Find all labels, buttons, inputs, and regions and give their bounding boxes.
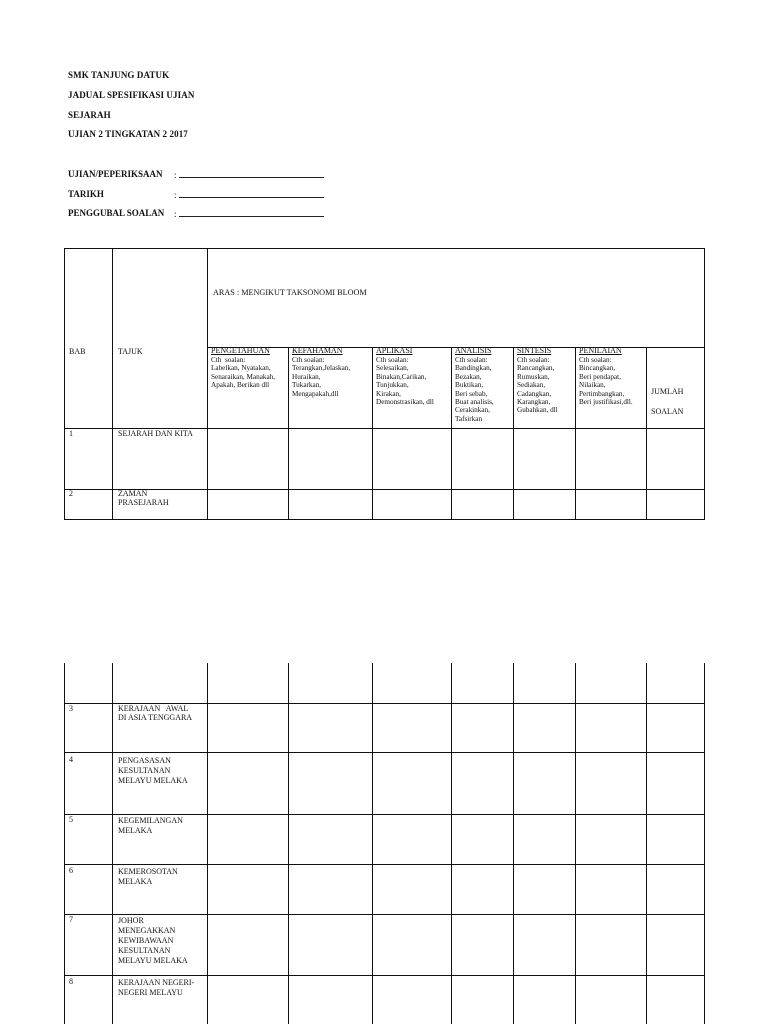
level-name-sintesis: SINTESIS: [517, 346, 552, 355]
row-bab-4: 4: [69, 755, 73, 764]
table-border: [704, 663, 705, 1024]
row-tajuk-1: SEJARAH DAN KITA: [118, 429, 193, 438]
table-divider: [64, 752, 705, 753]
row-tajuk-5: KEGEMILANGAN MELAKA: [118, 816, 183, 835]
field-separator: :: [174, 209, 177, 219]
exam-name: UJIAN 2 TINGKATAN 2 2017: [68, 129, 188, 139]
level-desc-kefahaman: Cth soalan: Terangkan,Jelaskan, Huraikan, Tukarkan, Mengapakah,dll: [292, 356, 351, 398]
row-tajuk-4: PENGASASAN KESULTANAN MELAYU MELAKA: [118, 756, 188, 785]
soalan-label: SOALAN: [651, 407, 684, 416]
table-divider: [451, 663, 452, 1024]
document-title: JADUAL SPESIFIKASI UJIAN: [68, 90, 195, 100]
row-bab-2: 2: [69, 489, 73, 498]
row-bab-6: 6: [69, 866, 73, 875]
row-tajuk-8: KERAJAAN NEGERI- NEGERI MELAYU: [118, 978, 195, 997]
level-name-aplikasi: APLIKASI: [376, 346, 413, 355]
table-divider: [513, 663, 514, 1024]
table-divider: [64, 914, 705, 915]
level-desc-aplikasi: Cth soalan: Selesaikan, Binakan,Carikan, Tunjukkan, Kirakan, Demonstrasikan, dll: [376, 356, 434, 407]
level-desc-sintesis: Cth soalan: Rancangkan, Rumuskan, Sediakan, Cadangkan, Karangkan, Gubahkan, dll: [517, 356, 558, 415]
table-border: [64, 663, 65, 1024]
column-header-bab: BAB: [69, 347, 86, 356]
table-divider: [646, 663, 647, 1024]
row-bab-1: 1: [69, 429, 73, 438]
table-divider: [112, 663, 113, 1024]
row-bab-3: 3: [69, 704, 73, 713]
table-divider: [64, 814, 705, 815]
table-divider: [64, 864, 705, 865]
level-name-kefahaman: KEFAHAMAN: [292, 346, 343, 355]
level-desc-pengetahuan: Cth soalan: Labelkan, Nyatakan, Senaraikan, Manakah, Apakah, Berikan dll: [211, 356, 276, 390]
level-desc-penilaian: Cth soalan: Bincangkan, Beri pendapat, Nilaikan, Pertimbangkan, Beri justifikasi,dll.: [579, 356, 633, 407]
row-bab-5: 5: [69, 815, 73, 824]
aras-title: ARAS : MENGIKUT TAKSONOMI BLOOM: [213, 288, 367, 297]
field-label-date: TARIKH: [68, 189, 104, 199]
table-divider: [207, 663, 208, 1024]
column-header-tajuk: TAJUK: [118, 347, 143, 356]
level-desc-analisis: Cth soalan: Bandingkan, Bezakan, Buktikan, Beri sebab, Buat analisis, Cerakinkan, Tafsirkan: [455, 356, 494, 423]
table-divider: [575, 663, 576, 1024]
field-label-exam: UJIAN/PEPERIKSAAN: [68, 169, 163, 179]
row-tajuk-3: KERAJAAN AWAL DI ASIA TENGGARA: [118, 704, 193, 722]
table-divider: [288, 663, 289, 1024]
level-name-pengetahuan: PENGETAHUAN: [211, 346, 270, 355]
row-tajuk-7: JOHOR MENEGAKKAN KEWIBAWAAN KESULTANAN MELAYU MELAKA: [118, 916, 188, 965]
school-name: SMK TANJUNG DATUK: [68, 70, 170, 80]
field-label-author: PENGGUBAL SOALAN: [68, 208, 165, 218]
field-separator: :: [174, 170, 177, 180]
level-name-penilaian: PENILAIAN: [579, 346, 622, 355]
table-divider: [372, 663, 373, 1024]
row-bab-8: 8: [69, 977, 73, 986]
subject-name: SEJARAH: [68, 110, 111, 120]
level-name-analisis: ANALISIS: [455, 346, 492, 355]
field-separator: :: [174, 190, 177, 200]
table-divider: [64, 975, 705, 976]
jumlah-label: JUMLAH: [651, 387, 684, 396]
row-bab-7: 7: [69, 915, 73, 924]
row-tajuk-2: ZAMAN PRASEJARAH: [118, 489, 169, 507]
row-tajuk-6: KEMEROSOTAN MELAKA: [118, 867, 178, 886]
